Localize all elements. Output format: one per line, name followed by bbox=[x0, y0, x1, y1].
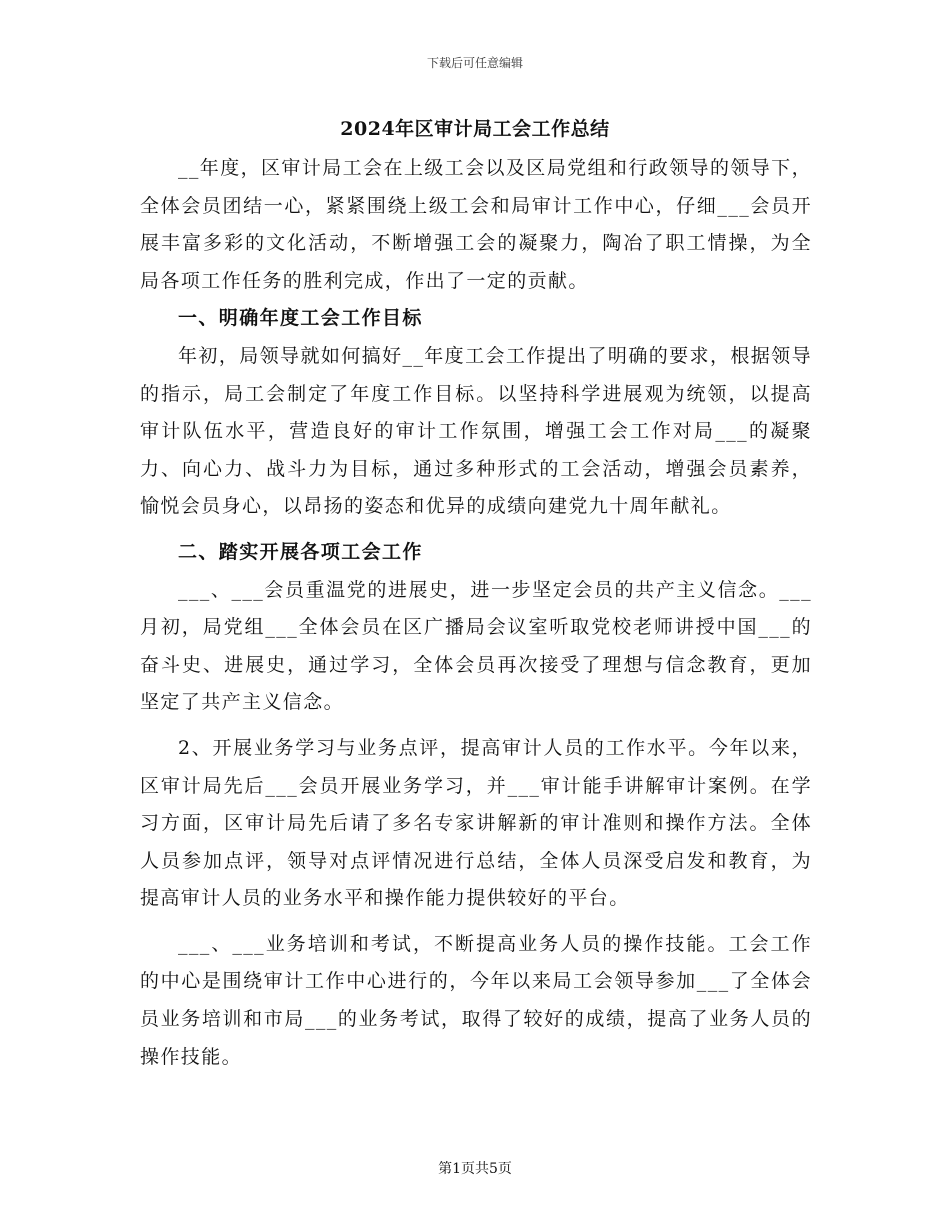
header-note: 下载后可任意编辑 bbox=[426, 56, 523, 70]
paragraph-item-2: 2、开展业务学习与业务点评，提高审计人员的工作水平。今年以来，区审计局先后___会员开展业务学习，并___审计能手讲解审计案例。在学习方面，区审计局先后请了多名专家讲解新的审计准则和操作方法。全体人员参加点评，领导对点评情况进行总结，全体人员深受启发和教育，为提高审计人员的业务水平和操作能力提供较好的平台。 bbox=[140, 736, 812, 910]
paragraph-goals: 年初，局领导就如何搞好__年度工会工作提出了明确的要求，根据领导的指示，局工会制定了年度工作目标。以坚持科学进展观为统领，以提高审计队伍水平，营造良好的审计工作氛围，增强工会工作对局___的凝聚力、向心力、战斗力为目标，通过多种形式的工会活动，增强会员素养，愉悦会员身心，以昂扬的姿态和优异的成绩向建党九十周年献礼。 bbox=[140, 344, 812, 518]
document-body bbox=[140, 150, 812, 1076]
paragraph-item-1: ___、___会员重温党的进展史，进一步坚定会员的共产主义信念。___月初，局党组___全体会员在区广播局会议室听取党校老师讲授中国___的奋斗史、进展史，通过学习，全体会员再次接受了理想与信念教育，更加坚定了共产主义信念。 bbox=[140, 578, 812, 714]
page-footer: 第1页共5页 bbox=[438, 1161, 512, 1177]
section-heading-1: 一、明确年度工会工作目标 bbox=[178, 307, 423, 330]
document-title: 2024年区审计局工会工作总结 bbox=[340, 118, 610, 140]
paragraph-item-3: ___、___业务培训和考试，不断提高业务人员的操作技能。工会工作的中心是围绕审计工作中心进行的，今年以来局工会领导参加___了全体会员业务培训和市局___的业务考试，取得了较好的成绩，提高了业务人员的操作技能。 bbox=[140, 932, 812, 1068]
section-heading-2: 二、踏实开展各项工会工作 bbox=[178, 540, 423, 563]
intro-paragraph: __年度，区审计局工会在上级工会以及区局党组和行政领导的领导下，全体会员团结一心，紧紧围绕上级工会和局审计工作中心，仔细___会员开展丰富多彩的文化活动，不断增强工会的凝聚力，陶冶了职工情操，为全局各项工作任务的胜利完成，作出了一定的贡献。 bbox=[140, 157, 812, 292]
